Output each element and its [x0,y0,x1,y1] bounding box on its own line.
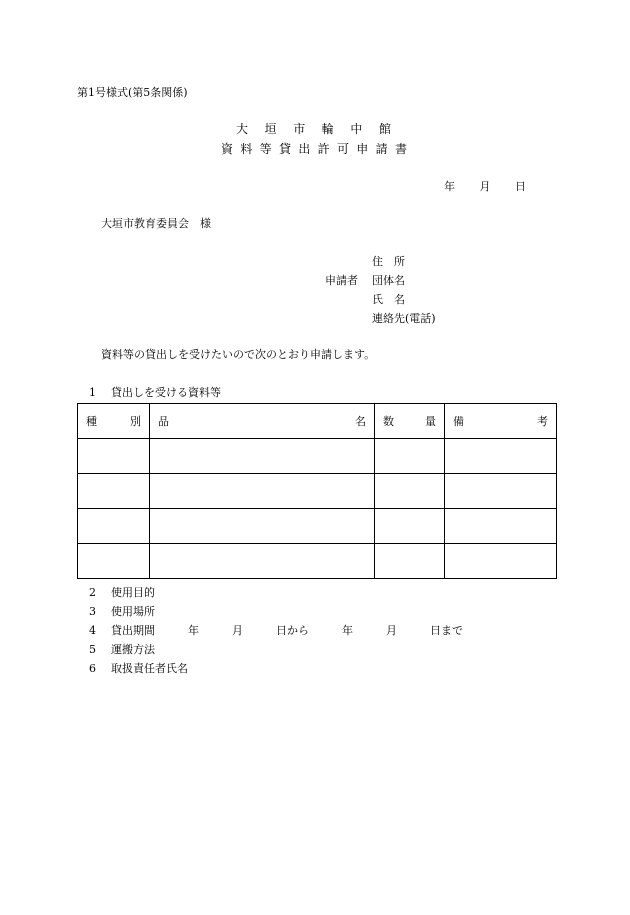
item-label: 使用場所 [111,605,155,618]
applicant-address-label: 住 所 [372,255,405,268]
items-table [77,403,557,579]
cell-quantity[interactable] [375,509,445,544]
title-line2-char: 貸 [278,142,291,156]
item-label: 運搬方法 [111,643,155,656]
header-item-name-char2: 名 [355,415,366,428]
item-number: 2 [89,586,96,599]
applicant-organization-label: 団体名 [372,274,405,287]
date-day: 日 [515,180,526,193]
applicant-contact-label: 連絡先(電話) [372,312,436,325]
addressee: 大垣市教育委員会 様 [101,217,211,230]
cell-category[interactable] [78,544,150,579]
cell-remarks[interactable] [445,439,557,474]
item-loan-period [89,624,463,638]
cell-item-name[interactable] [150,544,375,579]
title-line1-char: 大 [236,122,249,136]
cell-quantity[interactable] [375,544,445,579]
table-header-row [78,404,557,439]
header-quantity-char2: 量 [425,415,436,428]
item-number: 4 [89,624,96,637]
applicant-label: 申請者 [325,274,358,287]
section-1-label: 貸出しを受ける資料等 [111,386,221,399]
title-line2-char: 可 [336,142,349,156]
date-month: 月 [479,180,491,193]
header-remarks-char2: 考 [537,415,548,428]
cell-item-name[interactable] [150,474,375,509]
title-line2-char: 等 [259,142,272,156]
title-line1-char: 垣 [264,122,277,136]
cell-item-name[interactable] [150,439,375,474]
header-item-name-char1: 品 [158,415,169,428]
cell-quantity[interactable] [375,474,445,509]
title-line2-char: 請 [375,142,388,156]
title-line1-char: 輪 [321,122,334,136]
title-line2-char: 申 [356,142,369,156]
item-label: 使用目的 [111,586,155,599]
date-line [444,180,526,194]
item-number: 5 [89,643,96,656]
header-quantity [375,404,445,439]
section-1-number: 1 [89,386,96,399]
item-number: 3 [89,605,96,618]
cell-remarks[interactable] [445,509,557,544]
item-transport-method [89,643,155,657]
title-line2-char: 書 [394,142,407,156]
intro-text: 資料等の貸出しを受けたいので次のとおり申請します。 [101,348,376,361]
table-row [78,474,557,509]
header-category-char1: 種 [86,415,97,428]
cell-remarks[interactable] [445,544,557,579]
title-line1-char: 市 [293,122,306,136]
item-location [89,605,155,619]
title-line2-char: 出 [298,142,311,156]
header-remarks [445,404,557,439]
title-line1-char: 館 [378,122,391,136]
form-title [221,142,407,156]
cell-remarks[interactable] [445,474,557,509]
table-row [78,509,557,544]
date-year: 年 [444,180,455,193]
item-number: 6 [89,662,96,675]
table-row [78,439,557,474]
title-line2-char: 許 [317,142,330,156]
header-category [78,404,150,439]
header-category-char2: 別 [130,415,141,428]
item-purpose [89,586,155,600]
facility-name-title [236,122,391,136]
title-line2-char: 資 [221,142,234,156]
header-quantity-char1: 数 [383,415,394,428]
table-row [78,544,557,579]
item-label: 取扱責任者氏名 [111,662,188,675]
title-line1-char: 中 [350,122,363,136]
cell-category[interactable] [78,509,150,544]
item-label: 貸出期間 年 月 日から 年 月 日まで [111,624,463,637]
form-number: 第1号様式(第5条関係) [77,86,188,99]
cell-item-name[interactable] [150,509,375,544]
cell-category[interactable] [78,439,150,474]
item-responsible-person [89,662,188,676]
cell-quantity[interactable] [375,439,445,474]
applicant-name-label: 氏 名 [372,293,405,306]
cell-category[interactable] [78,474,150,509]
title-line2-char: 料 [240,142,253,156]
header-remarks-char1: 備 [453,415,464,428]
section-1-heading [89,386,221,400]
header-item-name [150,404,375,439]
